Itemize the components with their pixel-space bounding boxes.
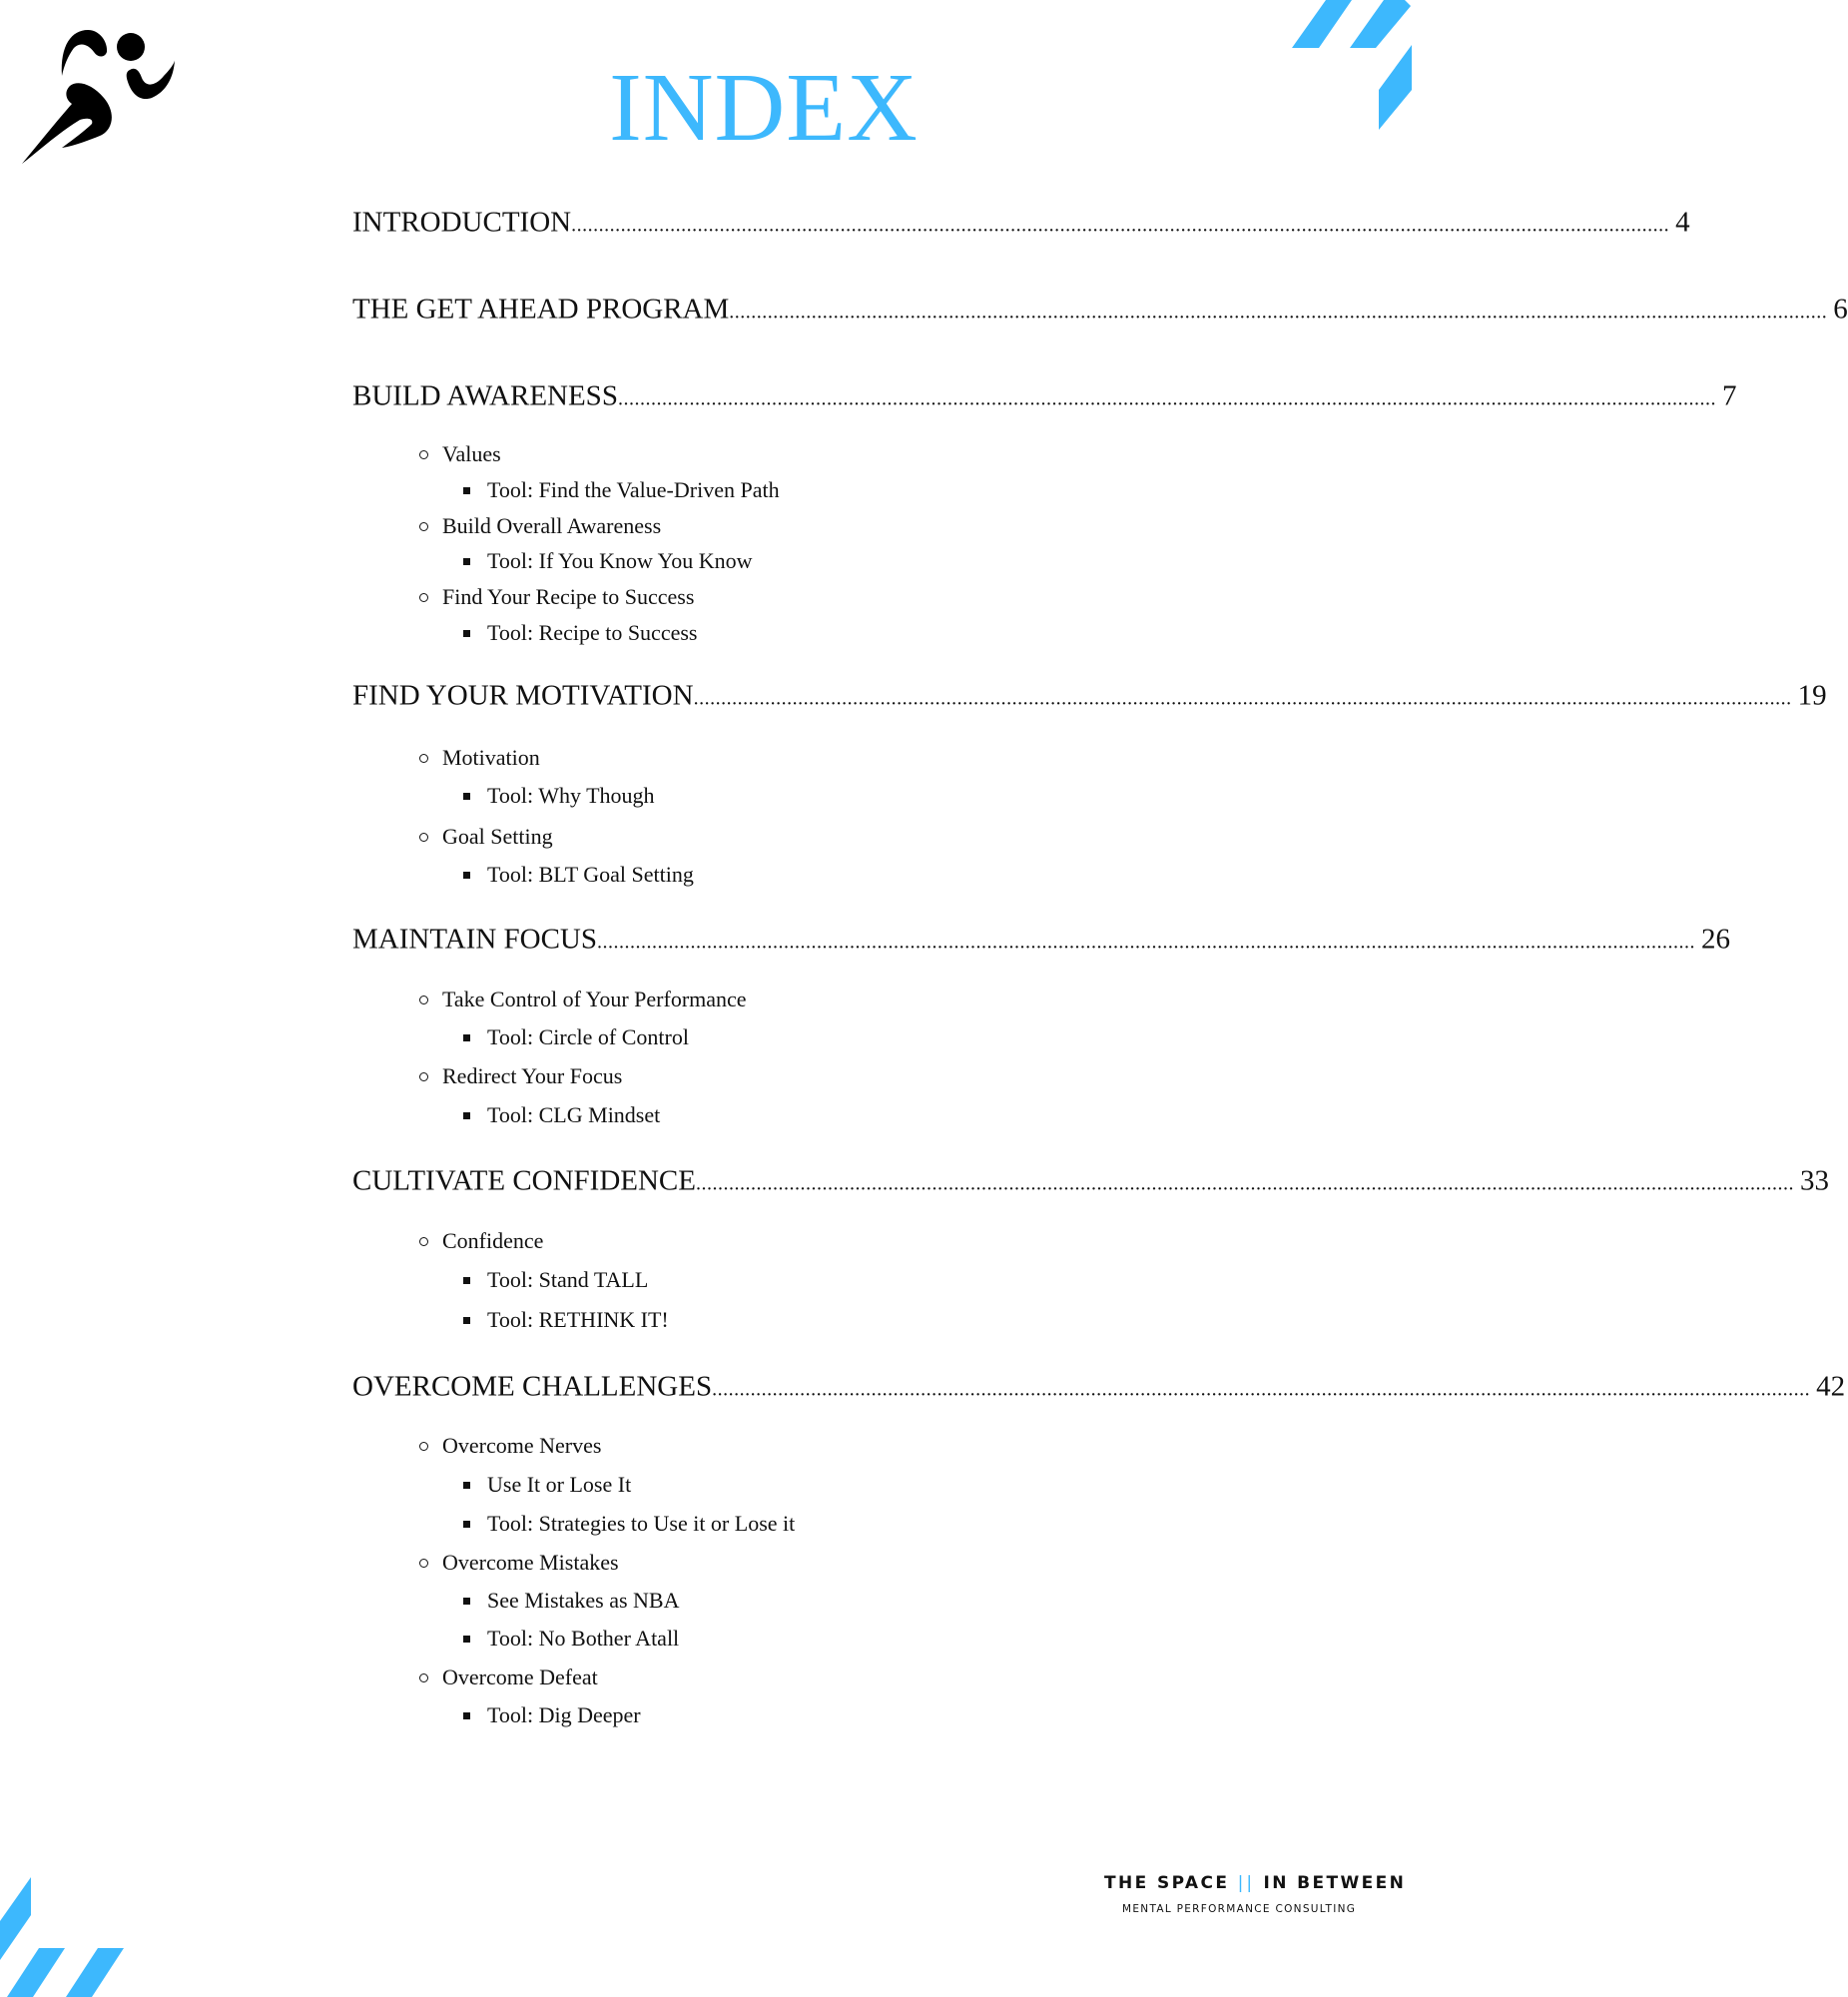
- circle-bullet-icon: [419, 593, 428, 602]
- page-number: 33: [1800, 1164, 1829, 1197]
- footer-tagline: MENTAL PERFORMANCE CONSULTING: [1122, 1903, 1357, 1915]
- square-bullet-icon: [463, 487, 470, 494]
- item-label: Confidence: [442, 1228, 544, 1253]
- item-label: Tool: Stand TALL: [487, 1267, 649, 1292]
- item-label: Tool: Circle of Control: [487, 1024, 689, 1049]
- toc-subitem[interactable]: [419, 1433, 601, 1459]
- toc-tool-item[interactable]: [463, 548, 753, 574]
- toc-subitem[interactable]: [419, 1664, 598, 1690]
- circle-bullet-icon: [419, 1072, 428, 1081]
- square-bullet-icon: [463, 1521, 470, 1528]
- item-label: Tool: CLG Mindset: [487, 1102, 661, 1127]
- page-number: 19: [1797, 679, 1827, 712]
- square-bullet-icon: [463, 872, 470, 879]
- toc-heading[interactable]: [352, 1370, 1846, 1404]
- toc-tool-item[interactable]: [463, 620, 697, 646]
- square-bullet-icon: [463, 1482, 470, 1489]
- item-label: Tool: If You Know You Know: [487, 548, 753, 573]
- footer-brand-logo: [1104, 1873, 1406, 1893]
- toc-subitem[interactable]: [419, 584, 694, 610]
- toc-subitem[interactable]: [419, 441, 501, 467]
- circle-bullet-icon: [419, 1237, 428, 1246]
- page-number: 26: [1701, 923, 1730, 956]
- item-label: Goal Setting: [442, 824, 553, 849]
- toc-heading[interactable]: [352, 293, 1848, 327]
- toc-tool-item[interactable]: [463, 1307, 669, 1333]
- item-label: Redirect Your Focus: [442, 1063, 623, 1088]
- toc-subitem[interactable]: [419, 1228, 543, 1254]
- square-bullet-icon: [463, 1712, 470, 1719]
- dot-leader: ........................................................................................................................................................................................................: [597, 931, 1695, 954]
- toc-subitem[interactable]: [419, 987, 747, 1012]
- item-label: Overcome Defeat: [442, 1664, 598, 1689]
- dot-leader: ........................................................................................................................................................................................................: [617, 387, 1716, 410]
- heading-label: BUILD AWARENESS: [352, 379, 618, 412]
- toc-heading[interactable]: [352, 679, 1827, 713]
- toc-tool-item[interactable]: [463, 1626, 679, 1652]
- toc-heading[interactable]: [352, 923, 1730, 957]
- toc-subitem[interactable]: [419, 1550, 619, 1576]
- item-label: Overcome Nerves: [442, 1433, 602, 1458]
- brand-left: THE SPACE: [1104, 1873, 1230, 1893]
- heading-label: MAINTAIN FOCUS: [352, 923, 597, 956]
- item-label: Overcome Mistakes: [442, 1550, 619, 1575]
- square-bullet-icon: [463, 1598, 470, 1605]
- square-bullet-icon: [463, 1112, 470, 1119]
- heading-label: INTRODUCTION: [352, 206, 572, 239]
- toc-subitem[interactable]: [419, 745, 540, 771]
- item-label: Use It or Lose It: [487, 1472, 632, 1497]
- dot-leader: ........................................................................................................................................................................................................: [712, 1378, 1811, 1401]
- square-bullet-icon: [463, 630, 470, 637]
- page-number: 42: [1816, 1370, 1846, 1403]
- square-bullet-icon: [463, 558, 470, 565]
- toc-tool-item[interactable]: [463, 1702, 641, 1728]
- square-bullet-icon: [463, 1034, 470, 1041]
- item-label: Take Control of Your Performance: [442, 987, 747, 1011]
- item-label: Tool: Dig Deeper: [487, 1702, 641, 1727]
- item-label: Tool: No Bother Atall: [487, 1626, 680, 1651]
- circle-bullet-icon: [419, 522, 428, 531]
- heading-label: OVERCOME CHALLENGES: [352, 1370, 713, 1403]
- toc-tool-item[interactable]: [463, 1588, 679, 1614]
- circle-bullet-icon: [419, 754, 428, 763]
- circle-bullet-icon: [419, 450, 428, 459]
- toc-tool-item[interactable]: [463, 1267, 648, 1293]
- item-label: Build Overall Awareness: [442, 513, 662, 538]
- square-bullet-icon: [463, 1277, 470, 1284]
- dot-leader: ........................................................................................................................................................................................................: [693, 687, 1792, 710]
- item-label: Tool: Strategies to Use it or Lose it: [487, 1511, 796, 1536]
- page-number: 6: [1833, 293, 1848, 326]
- item-label: Motivation: [442, 745, 540, 770]
- toc-heading[interactable]: [352, 379, 1737, 413]
- bottom-left-stripes-decoration: [0, 1857, 140, 1997]
- toc-tool-item[interactable]: [463, 862, 694, 888]
- item-label: Values: [442, 441, 501, 466]
- dot-leader: ........................................................................................................................................................................................................: [571, 214, 1670, 237]
- dot-leader: ........................................................................................................................................................................................................: [696, 1172, 1794, 1195]
- toc-tool-item[interactable]: [463, 783, 655, 809]
- dot-leader: ........................................................................................................................................................................................................: [729, 301, 1828, 324]
- item-label: Tool: Why Though: [487, 783, 655, 808]
- heading-label: FIND YOUR MOTIVATION: [352, 679, 694, 712]
- toc-tool-item[interactable]: [463, 1024, 689, 1050]
- item-label: Tool: RETHINK IT!: [487, 1307, 669, 1332]
- circle-bullet-icon: [419, 1673, 428, 1682]
- circle-bullet-icon: [419, 833, 428, 842]
- toc-subitem[interactable]: [419, 1063, 622, 1089]
- item-label: See Mistakes as NBA: [487, 1588, 680, 1613]
- item-label: Tool: Find the Value-Driven Path: [487, 477, 780, 502]
- toc-tool-item[interactable]: [463, 477, 780, 503]
- item-label: Tool: Recipe to Success: [487, 620, 698, 645]
- page-title: INDEX: [609, 54, 919, 162]
- heading-label: THE GET AHEAD PROGRAM: [352, 293, 730, 326]
- brand-separator: ||: [1237, 1873, 1256, 1893]
- square-bullet-icon: [463, 1317, 470, 1324]
- heading-label: CULTIVATE CONFIDENCE: [352, 1164, 696, 1197]
- page-number: 7: [1721, 379, 1737, 412]
- square-bullet-icon: [463, 793, 470, 800]
- toc-subitem[interactable]: [419, 513, 661, 539]
- item-label: Find Your Recipe to Success: [442, 584, 695, 609]
- circle-bullet-icon: [419, 1559, 428, 1568]
- page-number: 4: [1675, 206, 1690, 239]
- circle-bullet-icon: [419, 1442, 428, 1451]
- brand-right: IN BETWEEN: [1263, 1873, 1407, 1893]
- toc-heading[interactable]: [352, 206, 1690, 240]
- toc-tool-item[interactable]: [463, 1102, 660, 1128]
- toc-tool-item[interactable]: [463, 1511, 795, 1537]
- square-bullet-icon: [463, 1636, 470, 1643]
- toc-heading[interactable]: [352, 1164, 1829, 1198]
- item-label: Tool: BLT Goal Setting: [487, 862, 694, 887]
- circle-bullet-icon: [419, 996, 428, 1004]
- toc-subitem[interactable]: [419, 824, 553, 850]
- toc-tool-item[interactable]: [463, 1472, 631, 1498]
